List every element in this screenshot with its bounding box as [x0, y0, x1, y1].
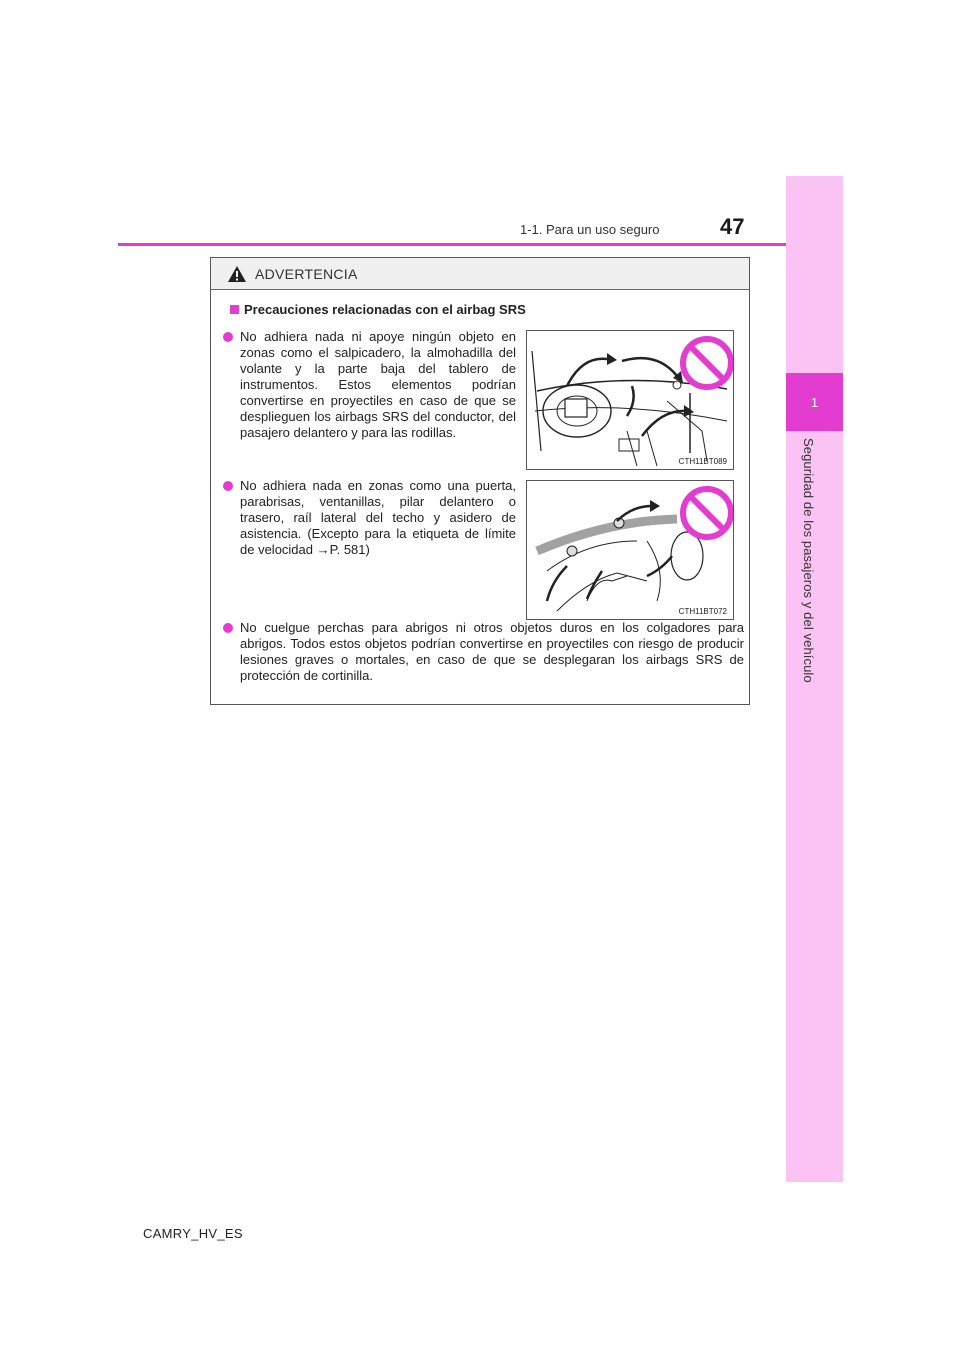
warning-header [211, 258, 749, 290]
model-code: CAMRY_HV_ES [143, 1226, 243, 1241]
bullet-text: No adhiera nada ni apoye ningún objeto en zonas como el salpicadero, la almohadilla del volante y la parte baja del tablero de instrumentos. Estos elementos podrían convertirse en proyectiles en caso de que se desplieguen los airbags SRS del conductor, del pasajero delantero y para las rodillas. [240, 329, 516, 440]
header-rule [118, 243, 786, 246]
subheading-text: Precauciones relacionadas con el airbag SRS [244, 302, 526, 317]
cabin-illustration [526, 480, 734, 620]
bullet-dot-icon [223, 481, 233, 491]
bullet-text: No adhiera nada en zonas como una puerta, parabrisas, ventanillas, pilar delantero o trasero, raíl lateral del techo y asidero de asistencia. (Excepto para la etiqueta de límite de velocidad →P. 581) [240, 478, 516, 557]
cabin-drawing [527, 481, 733, 619]
chapter-title: Seguridad de los pasajeros y del vehículo [801, 438, 816, 683]
figure-code: CTH11BT072 [678, 607, 727, 616]
bullet-dot-icon [223, 623, 233, 633]
dashboard-drawing [527, 331, 733, 469]
warning-box [210, 257, 750, 705]
chapter-number: 1 [786, 373, 843, 431]
bullet-dot-icon [223, 332, 233, 342]
bullet-item [223, 478, 516, 558]
warning-subheading [230, 302, 526, 317]
bullet-text: No cuelgue perchas para abrigos ni otros objetos duros en los colgadores para abrigos. Todos estos objetos podrían convertirse en proyectiles con riesgo de producir lesiones graves o mortales, en caso de que se desplegaran los airbags SRS de protección de cortinilla. [240, 620, 744, 683]
warning-title: ADVERTENCIA [255, 265, 358, 282]
square-bullet-icon [230, 305, 239, 314]
section-title: 1-1. Para un uso seguro [520, 222, 660, 237]
page-number: 47 [720, 214, 745, 239]
warning-triangle-icon [227, 265, 247, 283]
bullet-item [223, 620, 744, 684]
figure-code: CTH11BT089 [678, 457, 727, 466]
bullet-item [223, 329, 516, 441]
dashboard-illustration [526, 330, 734, 470]
